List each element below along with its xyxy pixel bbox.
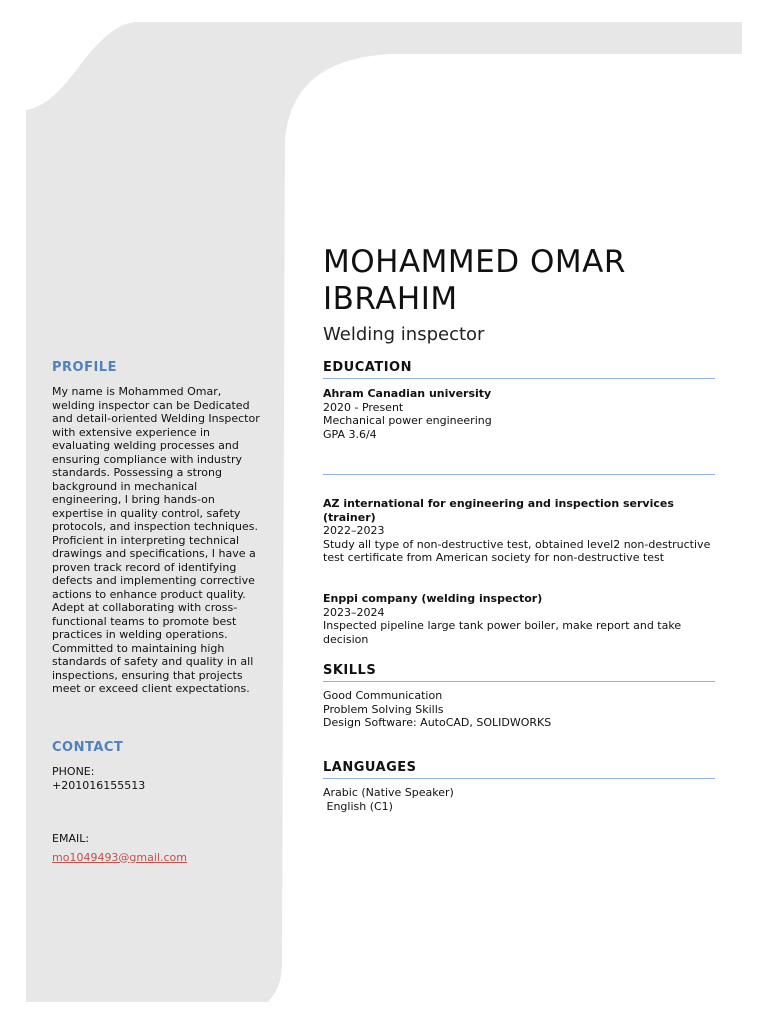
contact-heading: CONTACT [52,740,124,755]
education-major: Mechanical power engineering [323,414,492,427]
candidate-name: MOHAMMED OMAR IBRAHIM [323,244,626,317]
experience-entry [323,497,715,565]
school-name: Ahram Canadian university [323,387,492,400]
experience-title: Enppi company (welding inspector) [323,592,543,605]
phone-label: PHONE: [52,765,95,778]
resume-header [323,244,715,346]
profile-heading: PROFILE [52,360,117,375]
experience-description: Study all type of non-destructive test, obtained level2 non-destructive test certificate from American society for non-destructive test [323,537,711,564]
languages-list [323,786,715,813]
education-entry [323,387,715,441]
skill-item: Problem Solving Skills [323,702,444,716]
language-item: Arabic (Native Speaker) [323,786,454,799]
email-label: EMAIL: [52,832,90,845]
experience-entry [323,592,715,646]
skills-heading: SKILLS [323,663,715,682]
skill-item: Good Communication [323,689,443,702]
skills-list [323,689,715,730]
profile-section [52,360,264,696]
education-dates: 2020 - Present [323,400,404,414]
experience-title: AZ international for engineering and inspection services (trainer) [323,497,674,524]
education-gpa: GPA 3.6/4 [323,427,377,441]
phone-number: +201016155513 [52,778,146,792]
language-item: English (C1) [323,799,393,813]
contact-section [52,740,264,865]
email-link[interactable]: mo1049493@gmail.com [52,850,187,864]
job-title: Welding inspector [323,324,485,345]
section-divider [323,474,715,475]
profile-text: My name is Mohammed Omar, welding inspector can be Dedicated and detail-oriented Welding Inspector with extensive experience in evaluating welding processes and ensuring compliance with industry standards. Possessing a strong background in mechanical engineering, I bring hands-on expertise in quality control, safety protocols, and inspection techniques. Proficient in interpreting technical drawings and specifications, I have a proven track record of identifying defects and implementing corrective actions to enhance product quality. Adept at collaborating with cross-functional teams to promote best practices in welding operations. Committed to maintaining high standards of safety and quality in all inspections, ensuring that projects meet or exceed client expectations. [52,385,260,695]
experience-dates: 2023–2024 [323,605,385,619]
education-heading: EDUCATION [323,360,715,379]
experience-description: Inspected pipeline large tank power boiler, make report and take decision [323,619,682,646]
skill-item: Design Software: AutoCAD, SOLIDWORKS [323,716,552,729]
experience-dates: 2022–2023 [323,524,385,537]
languages-heading: LANGUAGES [323,760,715,779]
